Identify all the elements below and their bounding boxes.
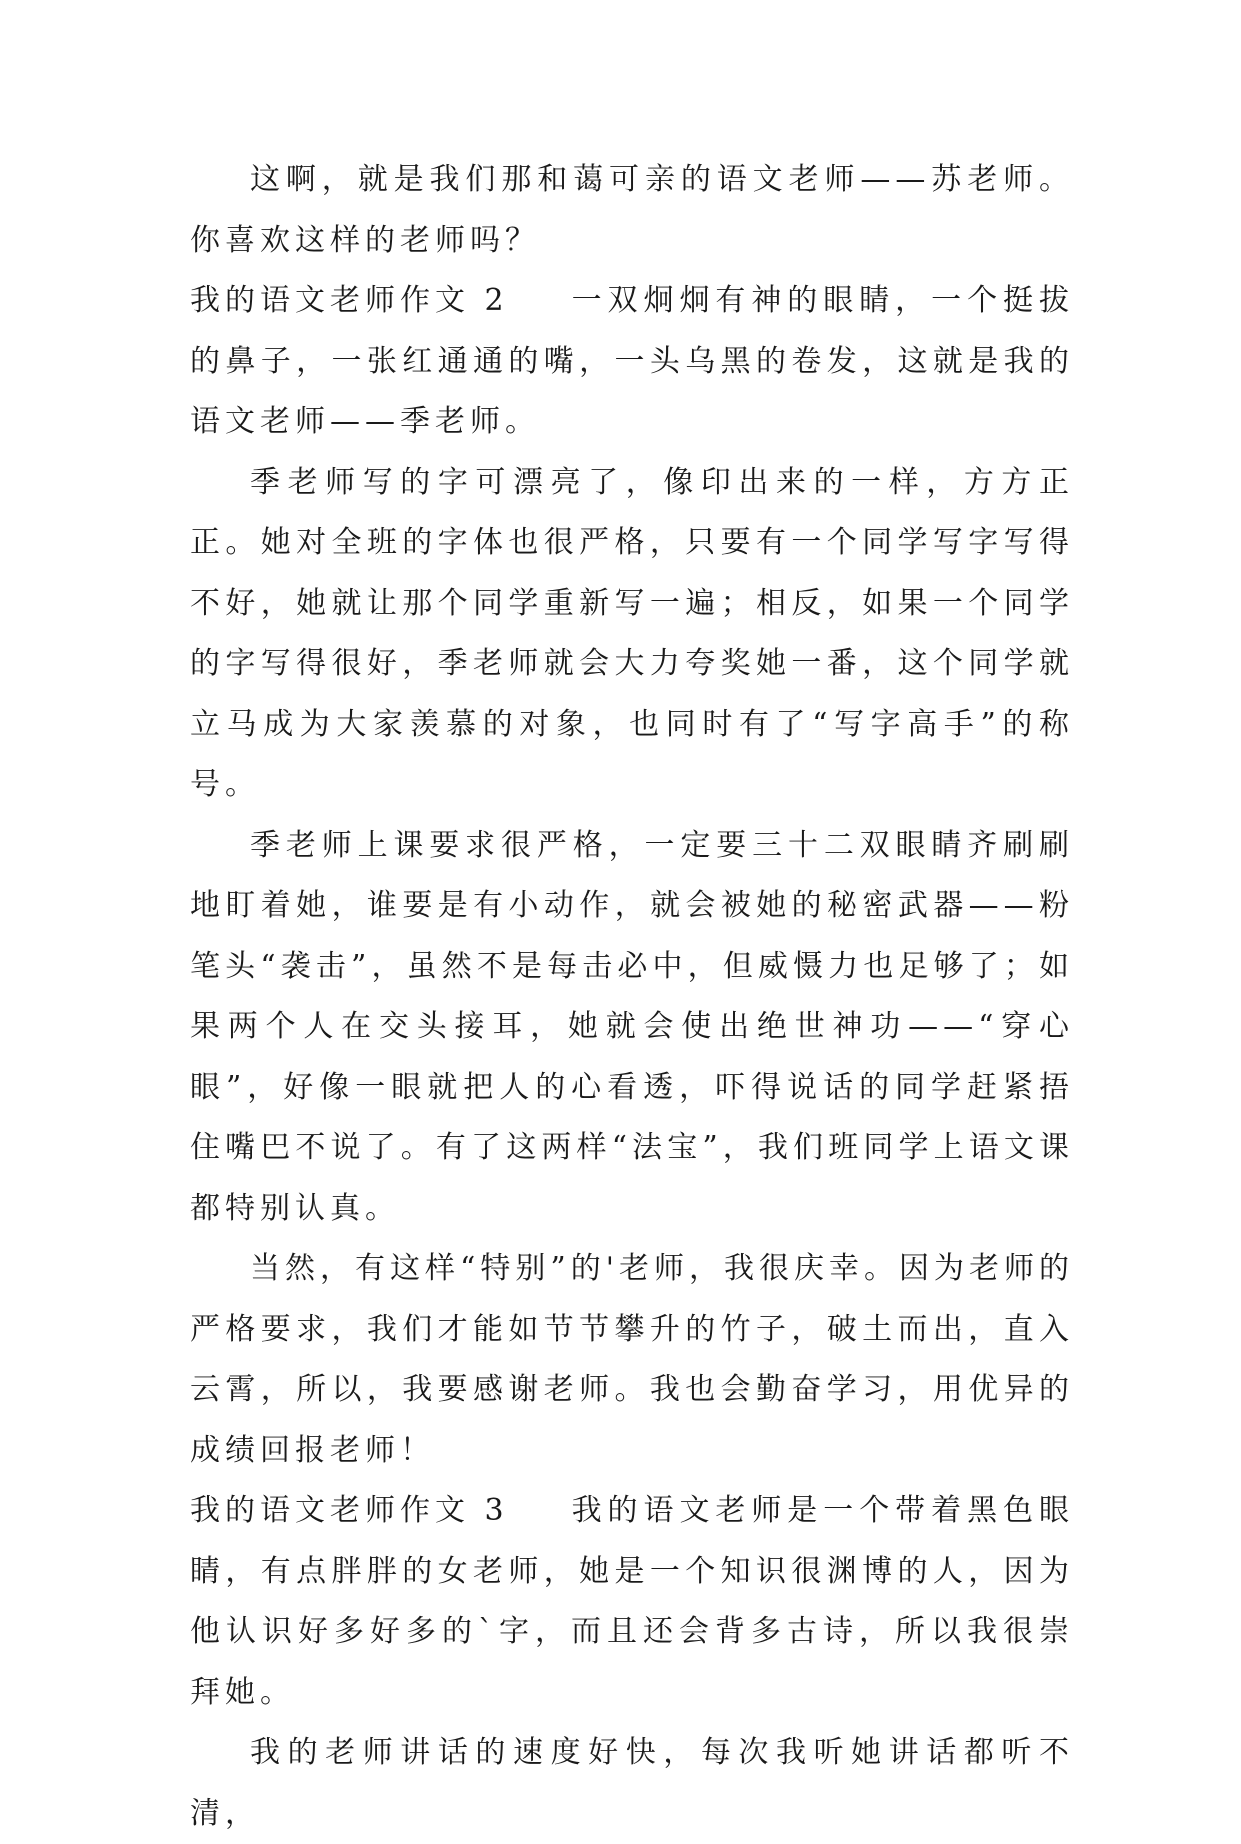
body-paragraph-5 (190, 1239, 1074, 1481)
paragraph-text: 季老师写的字可漂亮了，像印出来的一样，方方正正。她对全班的字体也很严格，只要有一个同学写字写得不好，她就让那个同学重新写一遍；相反，如果一个同学的字写得很好，季老师就会大力夸奖她一番，这个同学就立马成为大家羡慕的对象，也同时有了“写字高手”的称号。 (190, 464, 1074, 802)
document-page (190, 150, 1074, 1844)
body-paragraph-1 (190, 150, 1074, 271)
paragraph-text: 当然，有这样“特别”的'老师，我很庆幸。因为老师的严格要求，我们才能如节节攀升的竹子，破土而出，直入云霄，所以，我要感谢老师。我也会勤奋学习，用优异的成绩回报老师！ (190, 1251, 1074, 1468)
body-paragraph-3 (190, 453, 1074, 816)
body-paragraph-4 (190, 816, 1074, 1240)
paragraph-text: 季老师上课要求很严格，一定要三十二双眼睛齐刷刷地盯着她，谁要是有小动作，就会被她的秘密武器——粉笔头“袭击”，虽然不是每击必中，但威慑力也足够了；如果两个人在交头接耳，她就会使出绝世神功——“穿心眼”，好像一眼就把人的心看透，吓得说话的同学赶紧捂住嘴巴不说了。有了这两样“法宝”，我们班同学上语文课都特别认真。 (190, 827, 1074, 1226)
paragraph-text: 我的老师讲话的速度好快，每次我听她讲话都听不清， (190, 1735, 1074, 1831)
essay-3-paragraph (190, 1481, 1074, 1723)
body-paragraph-7 (190, 1723, 1074, 1844)
paragraph-text: 我的语文老师是一个带着黑色眼睛，有点胖胖的女老师，她是一个知识很渊博的人，因为他认识好多好多的`字，而且还会背多古诗，所以我很崇拜她。 (190, 1493, 1074, 1710)
paragraph-text: 一双炯炯有神的眼睛，一个挺拔的鼻子，一张红通通的嘴，一头乌黑的卷发，这就是我的语文老师——季老师。 (190, 283, 1074, 439)
essay-title-3: 我的语文老师作文 3 (190, 1493, 509, 1528)
essay-title-2: 我的语文老师作文 2 (190, 283, 509, 318)
essay-2-paragraph (190, 271, 1074, 453)
paragraph-text: 这啊，就是我们那和蔼可亲的语文老师——苏老师。你喜欢这样的老师吗？ (190, 162, 1074, 258)
